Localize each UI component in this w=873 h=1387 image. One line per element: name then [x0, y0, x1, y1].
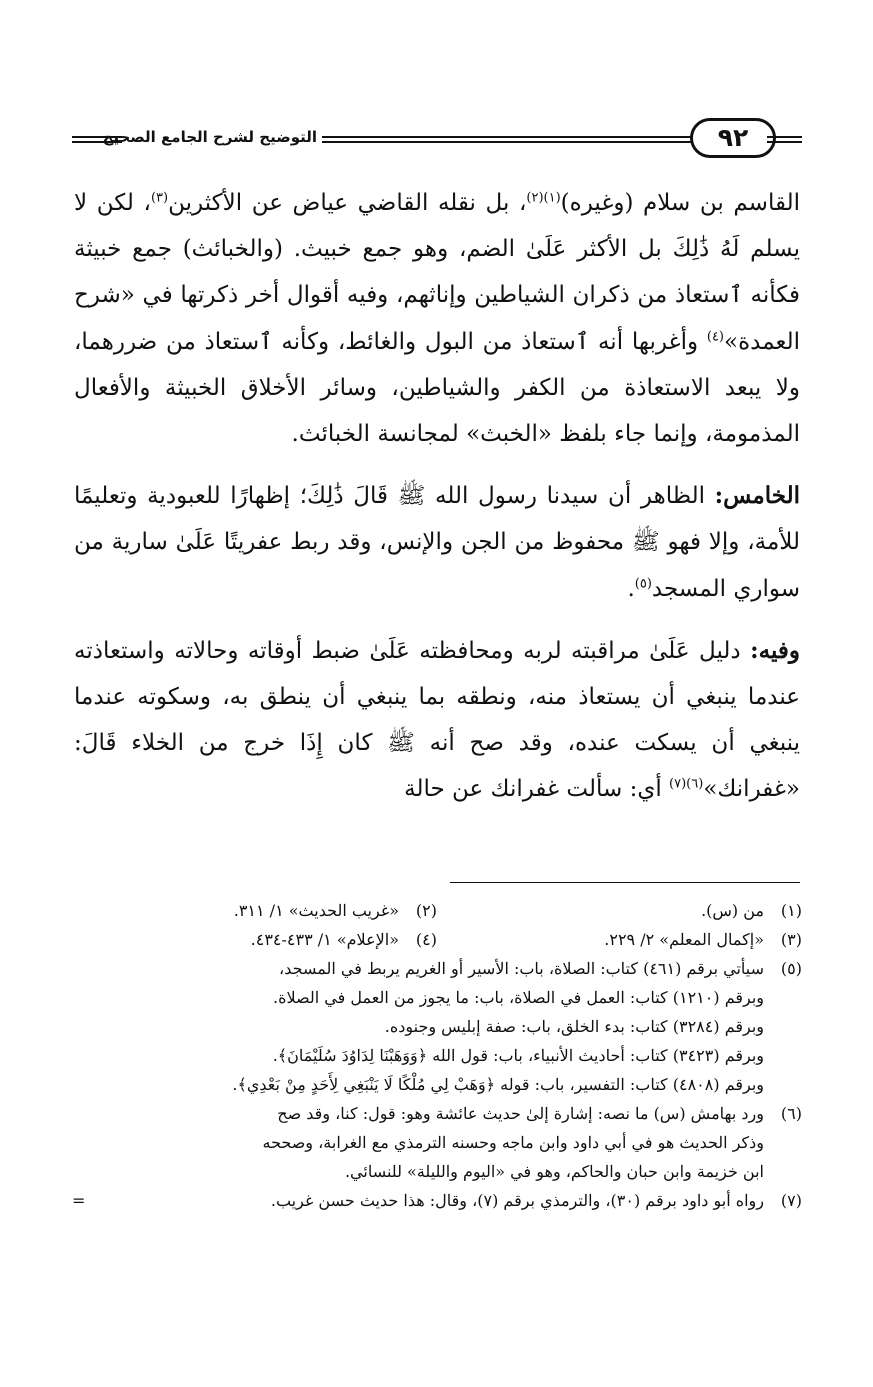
- footnote-body: [72, 1186, 764, 1215]
- footnote-text: «إكمال المعلم» ٢/ ٢٢٩.: [604, 930, 764, 949]
- footnote-number: (٣): [780, 930, 802, 949]
- footnote-number: (٦): [780, 1104, 802, 1123]
- footnote-ref: (٣): [150, 190, 169, 206]
- footnote-line: وبرقم (٣٢٨٤) كتاب: بدء الخلق، باب: صفة إبليس وجنوده.: [384, 1017, 764, 1036]
- footnote-row: [72, 925, 802, 954]
- text-run: أي: سألت غفرانك عن حالة: [404, 776, 670, 803]
- paragraph: [74, 180, 800, 457]
- text-run: وأغربها أنه ٱستعاذ من البول والغائط، وكأنه ٱستعاذ من ضررهما، ولا يبعد الاستعاذة من الكفر والشياطين، وسائر الأخلاق الخبيثة والأفعال المذمومة، وإنما جاء بلفظ «الخبث» لمجانسة الخبائث.: [74, 328, 800, 448]
- text-run: القاسم بن سلام (وغيره): [560, 190, 800, 216]
- footnote-body: [72, 1099, 764, 1186]
- footnote-separator: [450, 882, 800, 883]
- paragraph-lead: وفيه:: [750, 636, 800, 664]
- footnote-ref: (٤): [706, 328, 724, 344]
- footnote-number: (٥): [780, 959, 802, 978]
- text-run: ، لكن لا يسلم لَهُ ذَٰلِكَ بل الأكثر عَلَىٰ الضم، وهو جمع خبيث. (والخبائث) جمع خبيثة فكأنه ٱستعاذ من ذكران الشياطين وإناثهم، وفيه أقوال أخر ذكرتها في «شرح العمدة»: [74, 190, 800, 355]
- footnotes: [72, 896, 802, 1215]
- footnote-2: [72, 896, 437, 925]
- footnote-ref: (٦)(٧): [669, 776, 704, 792]
- paragraph: [74, 473, 800, 612]
- text-run: ، بل نقله القاضي عياض عن الأكثرين: [168, 190, 527, 216]
- footnote-number: (٢): [415, 901, 437, 920]
- footnote-4: [72, 925, 437, 954]
- footnote-6: [72, 1099, 802, 1186]
- footnote-body: [72, 954, 764, 1099]
- running-title: التوضيح لشرح الجامع الصحيح: [102, 128, 317, 146]
- header-rule: [767, 136, 802, 143]
- footnote-text: «الإعلام» ١/ ٤٣٣-٤٣٤.: [250, 930, 399, 949]
- page-number: ٩٢: [690, 118, 776, 158]
- footnote-ref: (١)(٢): [526, 190, 561, 206]
- footnote-text: من (س).: [701, 901, 764, 920]
- footnote-7: [72, 1186, 802, 1215]
- footnote-5: [72, 954, 802, 1099]
- footnote-number: (١): [780, 901, 802, 920]
- continuation-mark: =: [72, 1191, 86, 1210]
- footnote-line: ورد بهامش (س) ما نصه: إشارة إلىٰ حديث عائشة وهو: قول: كنا، وقد صح: [277, 1104, 764, 1123]
- footnote-line: وذكر الحديث هو في أبي داود وابن ماجه وحسنه الترمذي مع الغرابة، وصححه: [262, 1133, 764, 1152]
- header-rule: [322, 136, 747, 143]
- footnote-line: وبرقم (٤٨٠٨) كتاب: التفسير، باب: قوله ﴿وَهَبْ لِي مُلْكًا لَا يَنْبَغِي لِأَحَدٍ مِنْ بَعْدِي﴾.: [232, 1075, 764, 1094]
- main-text: [74, 180, 800, 813]
- footnote-number: (٤): [415, 930, 437, 949]
- footnote-line: وبرقم (١٢١٠) كتاب: العمل في الصلاة، باب: ما يجوز من العمل في الصلاة.: [272, 988, 764, 1007]
- footnote-ref: (٥): [634, 575, 652, 591]
- text-run: دليل عَلَىٰ مراقبته لربه ومحافظته عَلَىٰ ضبط أوقاته وحالاته واستعاذته عندما ينبغي أن يستعاذ منه، ونطقه بما ينبغي أن ينطق به، وسكوته عندما ينبغي أن يسكت عنده، وقد صح أنه ﷺ كان إِذَا خرج من الخلاء قَالَ: «غفرانك»: [74, 637, 800, 803]
- footnote-row: [72, 896, 802, 925]
- footnote-line: سيأتي برقم (٤٦١) كتاب: الصلاة، باب: الأسير أو الغريم يربط في المسجد،: [279, 959, 764, 978]
- footnote-number: (٧): [780, 1191, 802, 1210]
- footnote-3: [437, 925, 802, 954]
- footnote-line: وبرقم (٣٤٢٣) كتاب: أحاديث الأنبياء، باب: قول الله ﴿وَوَهَبْنَا لِدَاوُدَ سُلَيْمَانَ﴾.: [272, 1046, 764, 1065]
- paragraph-lead: الخامس:: [714, 482, 800, 510]
- running-header: [72, 118, 802, 162]
- text-run: .: [627, 575, 635, 602]
- footnote-line: ابن خزيمة وابن حبان والحاكم، وهو في «اليوم والليلة» للنسائي.: [344, 1162, 764, 1181]
- paragraph: [74, 628, 800, 813]
- footnote-1: [437, 896, 802, 925]
- footnote-line: رواه أبو داود برقم (٣٠)، والترمذي برقم (٧)، وقال: هذا حديث حسن غريب.: [270, 1191, 764, 1210]
- text-run: الظاهر أن سيدنا رسول الله ﷺ قَالَ ذَٰلِكَ؛ إظهارًا للعبودية وتعليمًا للأمة، وإلا فهو ﷺ محفوظ من الجن والإنس، وقد ربط عفريتًا عَلَىٰ سارية من سواري المسجد: [74, 483, 800, 602]
- footnote-text: «غريب الحديث» ١/ ٣١١.: [233, 901, 399, 920]
